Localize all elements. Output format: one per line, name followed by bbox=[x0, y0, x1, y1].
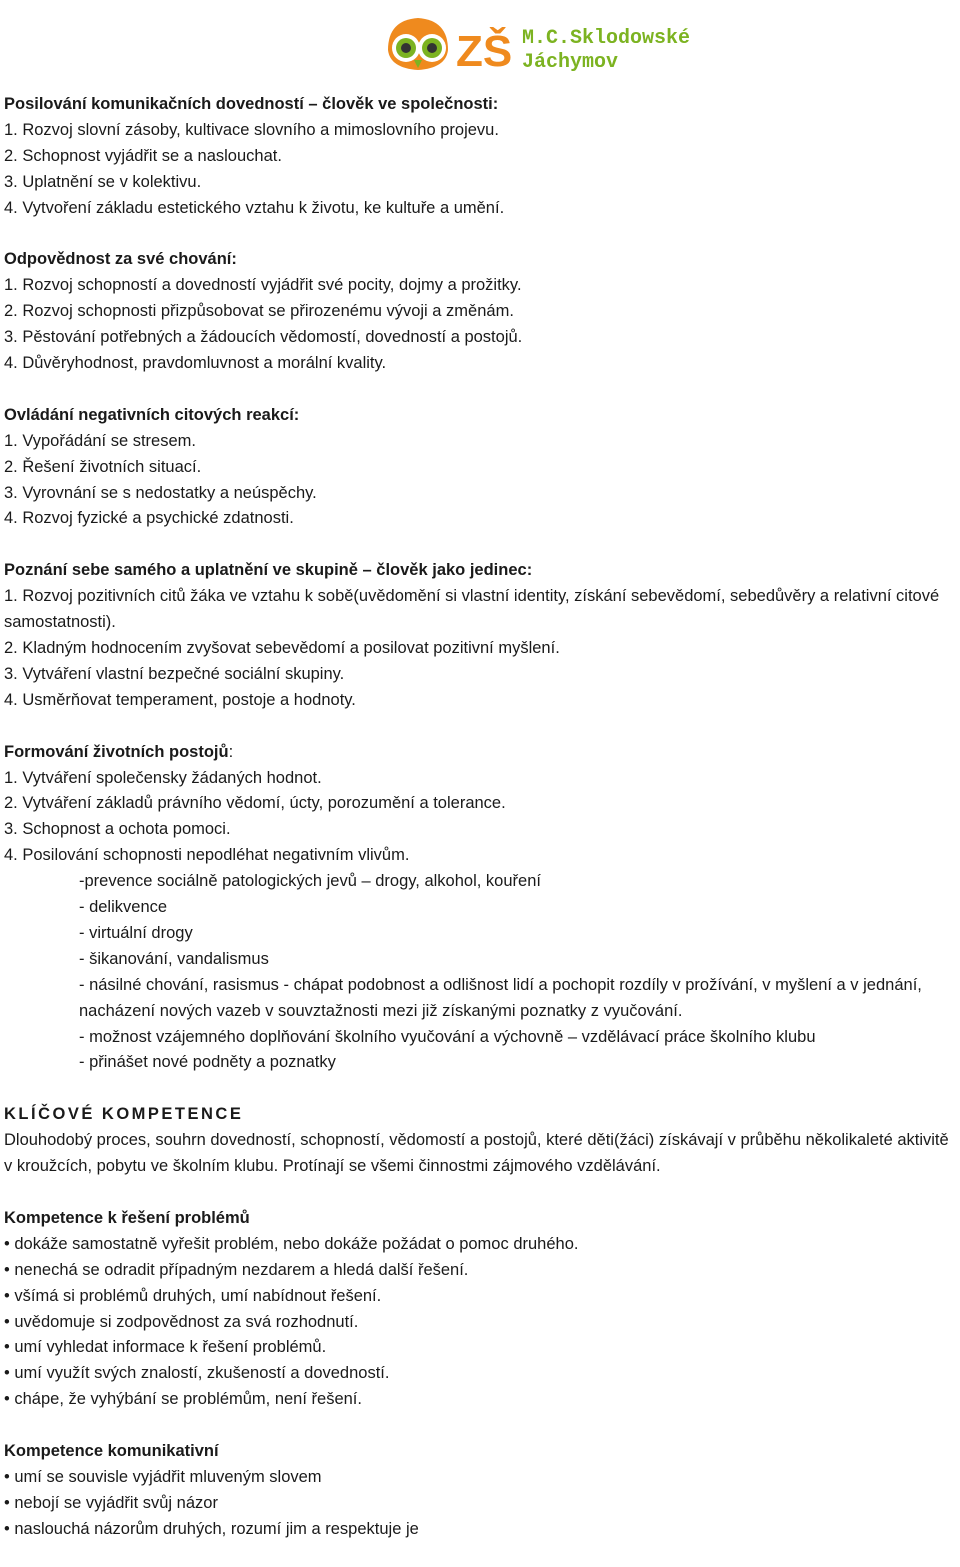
bullet-item: • všímá si problémů druhých, umí nabídnout řešení. bbox=[4, 1286, 382, 1305]
list-item: 3. Vytváření vlastní bezpečné sociální skupiny. bbox=[4, 664, 345, 683]
list-item: 4. Důvěryhodnost, pravdomluvnost a morální kvality. bbox=[4, 354, 387, 373]
sub-list-item: - přinášet nové podněty a poznatky bbox=[79, 1053, 336, 1072]
document-body bbox=[4, 92, 956, 1543]
bullet-item: • dokáže samostatně vyřešit problém, nebo dokáže požádat o pomoc druhého. bbox=[4, 1234, 579, 1253]
logo-initials: ZŠ bbox=[456, 27, 513, 76]
section-heading: Kompetence k řešení problémů bbox=[4, 1208, 250, 1227]
bullet-item: • umí vyhledat informace k řešení problémů. bbox=[4, 1338, 327, 1357]
sub-list-item: - virtuální drogy bbox=[79, 923, 193, 942]
bullet-item: • umí využít svých znalostí, zkušeností a dovedností. bbox=[4, 1364, 390, 1383]
list-item: 3. Pěstování potřebných a žádoucích vědomostí, dovedností a postojů. bbox=[4, 328, 523, 347]
bullet-item: • naslouchá názorům druhých, rozumí jim a respektuje je bbox=[4, 1519, 419, 1538]
list-item: 2. Rozvoj schopnosti přizpůsobovat se přirozenému vývoji a změnám. bbox=[4, 302, 514, 321]
list-item: 2. Schopnost vyjádřit se a naslouchat. bbox=[4, 146, 282, 165]
bullet-item: • chápe, že vyhýbání se problémům, není řešení. bbox=[4, 1390, 362, 1409]
list-item: 4. Rozvoj fyzické a psychické zdatnosti. bbox=[4, 509, 294, 528]
owl-logo-icon bbox=[380, 10, 691, 76]
list-item: 3. Vyrovnání se s nedostatky a neúspěchy. bbox=[4, 483, 317, 502]
list-item: 1. Rozvoj slovní zásoby, kultivace slovního a mimoslovního projevu. bbox=[4, 120, 499, 139]
list-item: 1. Vytváření společensky žádaných hodnot. bbox=[4, 768, 322, 787]
bullet-item: • umí se souvisle vyjádřit mluveným slovem bbox=[4, 1467, 322, 1486]
list-item: 4. Vytvoření základu estetického vztahu k životu, ke kultuře a umění. bbox=[4, 198, 505, 217]
list-item: 1. Vypořádání se stresem. bbox=[4, 431, 196, 450]
bullet-item: • nebojí se vyjádřit svůj názor bbox=[4, 1493, 218, 1512]
list-item: 1. Rozvoj pozitivních citů žáka ve vztahu k sobě(uvědomění si vlastní identity, získání sebevědomí, sebedůvěry a relativní citové samostatnosti). bbox=[4, 587, 940, 632]
sub-list-item: - delikvence bbox=[79, 898, 168, 917]
list-item: 4. Posilování schopnosti nepodléhat negativním vlivům. bbox=[4, 846, 410, 865]
bullet-item: • nenechá se odradit případným nezdarem a hledá další řešení. bbox=[4, 1260, 469, 1279]
logo-place: Jáchymov bbox=[522, 51, 619, 74]
list-item: 2. Vytváření základů právního vědomí, úcty, porozumění a tolerance. bbox=[4, 794, 506, 813]
section-heading: Kompetence komunikativní bbox=[4, 1442, 219, 1461]
list-item: 1. Rozvoj schopností a dovedností vyjádřit své pocity, dojmy a prožitky. bbox=[4, 276, 522, 295]
key-competences-heading: KLÍČOVÉ KOMPETENCE bbox=[4, 1105, 244, 1124]
section-heading: Ovládání negativních citových reakcí: bbox=[4, 405, 300, 424]
school-logo bbox=[380, 10, 691, 76]
list-item: 3. Uplatnění se v kolektivu. bbox=[4, 172, 202, 191]
section-heading-bold: Formování životních postojů bbox=[4, 742, 229, 761]
section-heading: Posilování komunikačních dovedností – člověk ve společnosti: bbox=[4, 95, 499, 113]
logo-school-name: M.C.Sklodowské bbox=[522, 27, 691, 50]
sub-list-item: - násilné chování, rasismus - chápat podobnost a odlišnost lidí a pochopit rozdíly v prožívání, v myšlení a v jednání, nacházení nových vazeb v souvztažnosti mezi již získanými poznatky z vyučování. bbox=[79, 975, 922, 1020]
sub-list-item: -prevence sociálně patologických jevů – drogy, alkohol, kouření bbox=[79, 872, 541, 891]
list-item: 3. Schopnost a ochota pomoci. bbox=[4, 820, 231, 839]
key-competences-text: Dlouhodobý proces, souhrn dovedností, schopností, vědomostí a postojů, které děti(žáci) získávají v průběhu několikaleté aktivitě v kroužcích, pobytu ve školním klubu. Protínají se všemi činnostmi zájmového vzdělávání. bbox=[4, 1131, 949, 1176]
sub-list-item: - šikanování, vandalismus bbox=[79, 949, 269, 968]
bullet-item: • uvědomuje si zodpovědnost za svá rozhodnutí. bbox=[4, 1312, 359, 1331]
section-heading: Poznání sebe samého a uplatnění ve skupině – člověk jako jedinec: bbox=[4, 561, 533, 580]
section-heading: Odpovědnost za své chování: bbox=[4, 250, 237, 269]
sub-list-item: - možnost vzájemného doplňování školního vyučování a výchovně – vzdělávací práce školního klubu bbox=[79, 1027, 816, 1046]
list-item: 4. Usměrňovat temperament, postoje a hodnoty. bbox=[4, 690, 356, 709]
list-item: 2. Kladným hodnocením zvyšovat sebevědomí a posilovat pozitivní myšlení. bbox=[4, 638, 560, 657]
section-heading bbox=[4, 740, 956, 766]
list-item: 2. Řešení životních situací. bbox=[4, 457, 202, 476]
section-heading-colon: : bbox=[228, 742, 234, 761]
